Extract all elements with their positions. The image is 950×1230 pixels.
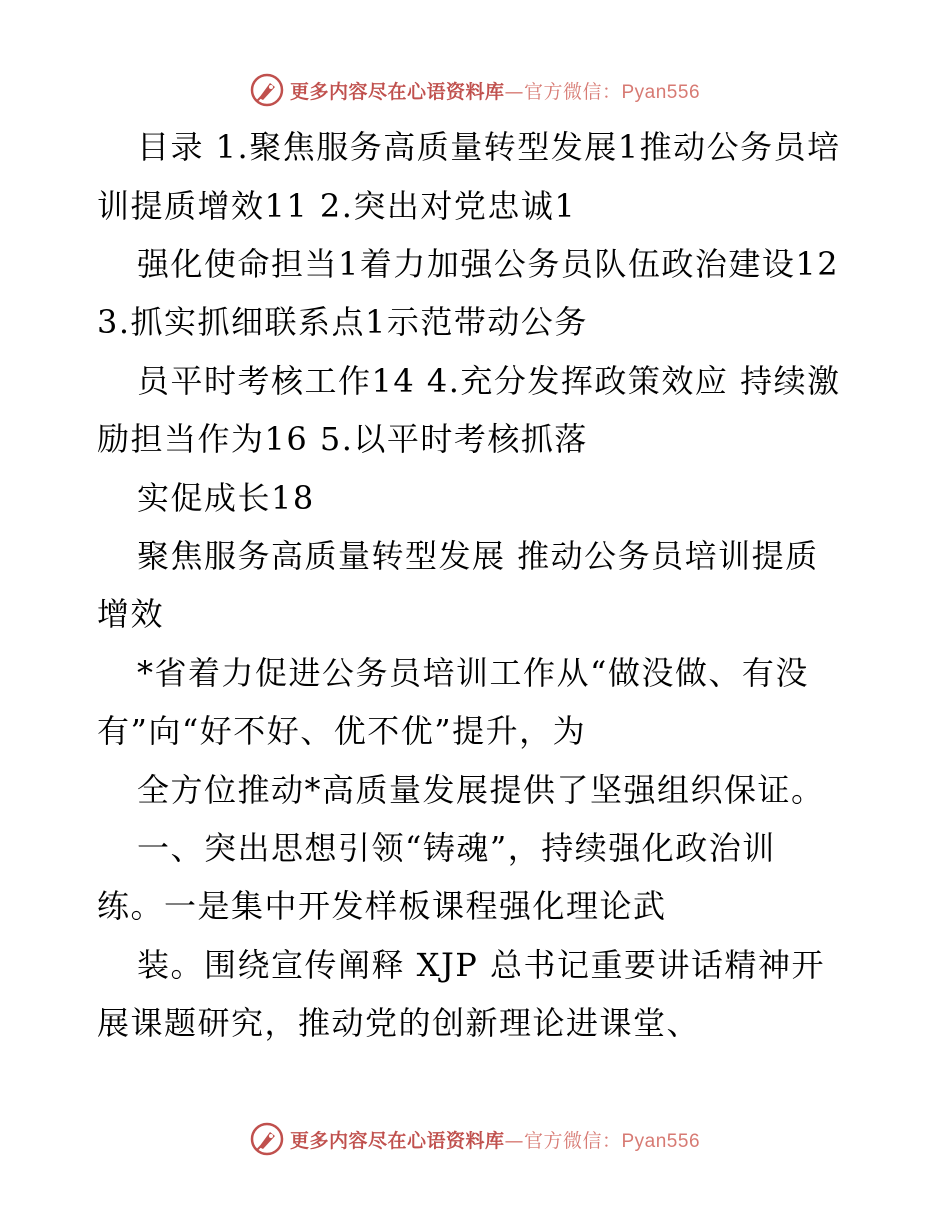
pen-nib-logo-icon [250, 1122, 284, 1156]
banner-text [290, 1126, 700, 1153]
text-line: 练。一是集中开发样板课程强化理论武 [97, 887, 667, 925]
banner-wechat-id: Pyan556 [621, 1130, 701, 1152]
text-line: 一、突出思想引领“铸魂”，持续强化政治训 [137, 829, 776, 867]
banner-wechat-label: —官方微信： [504, 80, 622, 103]
section-heading-line: 增效 [97, 595, 165, 633]
footer-banner [0, 1121, 950, 1157]
banner-site-name: 更多内容尽在心语资料库 [289, 80, 505, 103]
pen-nib-logo-icon [250, 73, 284, 107]
text-line: 训提质增效11 2.突出对党忠诚1 [97, 187, 577, 225]
text-line: 全方位推动*高质量发展提供了坚强组织保证。 [137, 771, 825, 809]
section-heading-line: 聚焦服务高质量转型发展 推动公务员培训提质 [137, 537, 819, 575]
banner-site-name: 更多内容尽在心语资料库 [289, 1129, 505, 1152]
banner-text [290, 77, 700, 104]
text-line: 装。围绕宣传阐释 XJP 总书记重要讲话精神开 [137, 946, 825, 984]
text-line: 强化使命担当1着力加强公务员队伍政治建设12 [137, 245, 840, 283]
text-line: *省着力促进公务员培训工作从“做没做、有没 [137, 654, 809, 692]
text-line: 实促成长18 [137, 479, 315, 517]
text-line: 3.抓实抓细联系点1示范带动公务 [97, 303, 588, 341]
text-line: 有”向“好不好、优不优”提升，为 [97, 712, 587, 750]
banner-wechat-id: Pyan556 [621, 81, 701, 103]
banner-wechat-label: —官方微信： [504, 1129, 622, 1152]
text-line: 励担当作为16 5.以平时考核抓落 [97, 420, 588, 458]
text-line: 展课题研究，推动党的创新理论进课堂、 [97, 1004, 701, 1042]
text-line: 目录 1.聚焦服务高质量转型发展1推动公务员培 [137, 128, 841, 166]
header-banner [0, 72, 950, 108]
text-line: 员平时考核工作14 4.充分发挥政策效应 持续激 [137, 362, 841, 400]
